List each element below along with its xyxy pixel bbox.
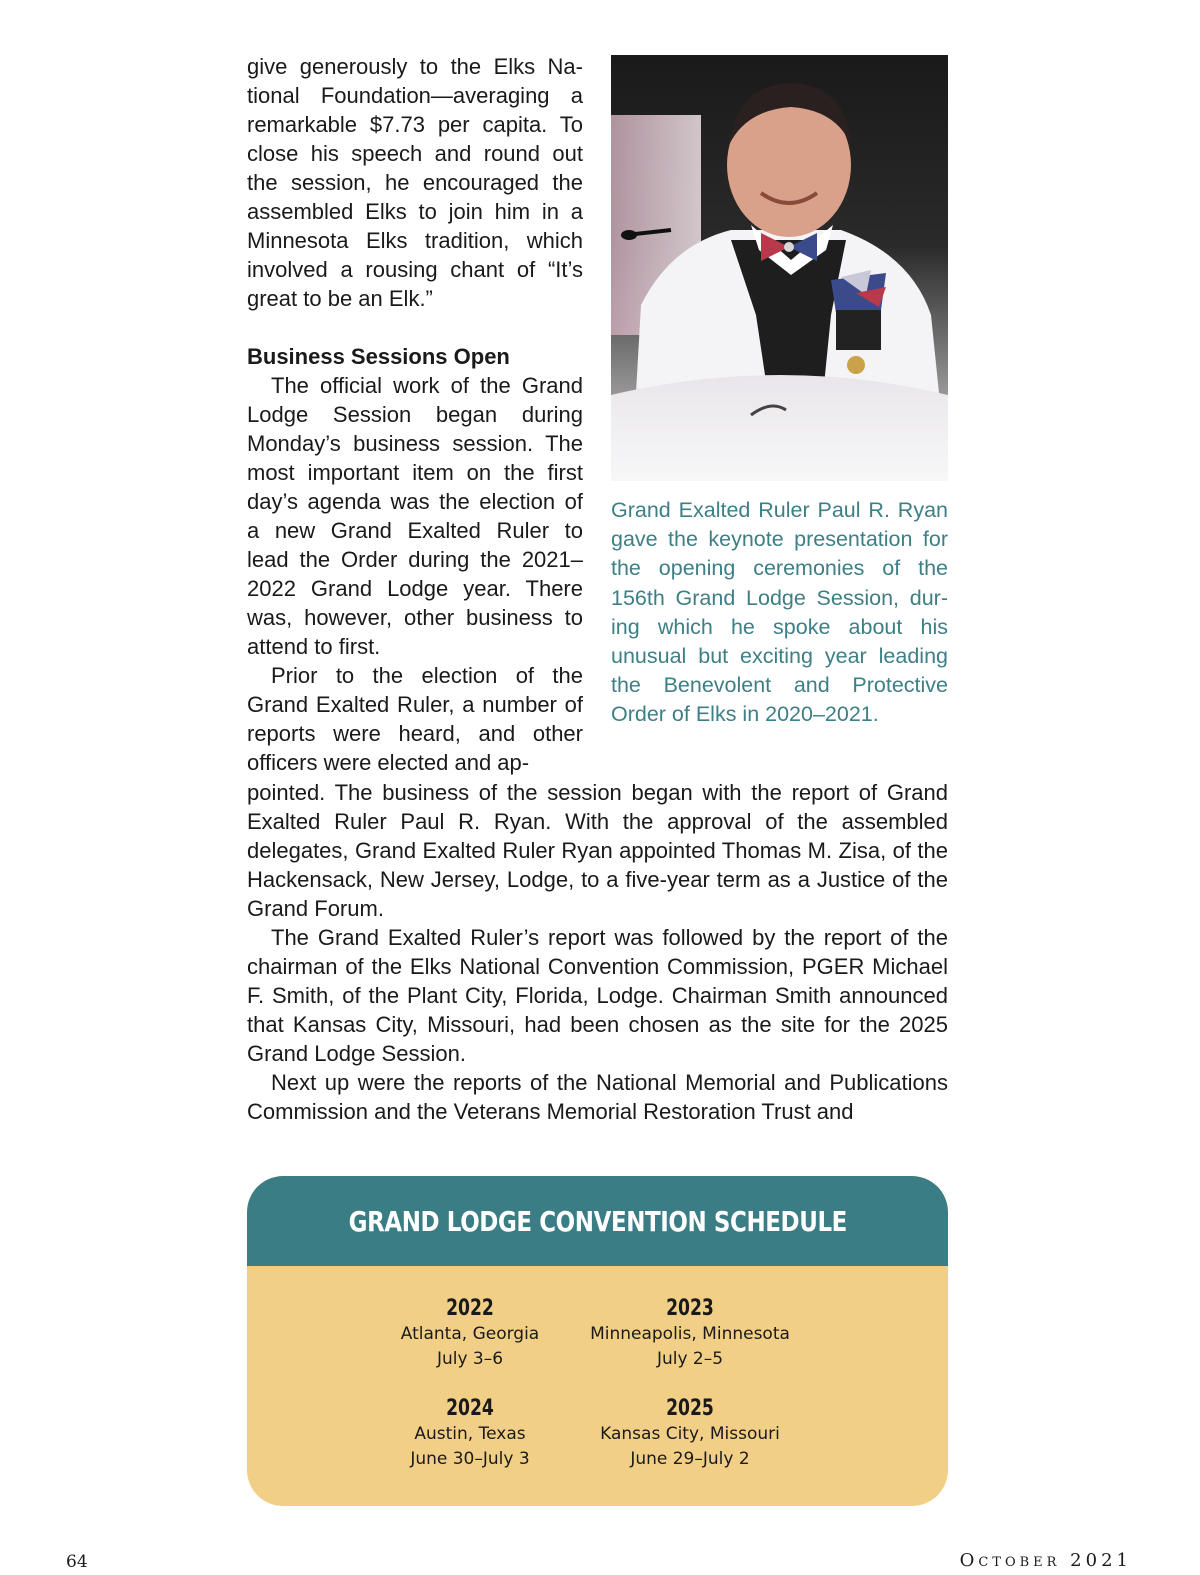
- schedule-entry-2023: [560, 1296, 820, 1372]
- article-paragraph: The Grand Exalted Ruler’s report was followed by the report of the chairman of the Elks National Convention Commission, PGER Michael F. Smith, of the Plant City, Florida, Lodge. Chairman Smith announced that Kansas City, Missouri, had been chosen as the site for the 2025 Grand Lodge Session.: [247, 925, 948, 1066]
- schedule-year: 2025: [666, 1396, 714, 1421]
- article-paragraph: Prior to the election of the Grand Exalted Ruler, a number of reports were heard, and other officers were elected and ap-: [247, 663, 583, 775]
- article-paragraph: The official work of the Grand Lodge Session began during Monday’s business session. The most important item on the first day’s agenda was the election of a new Grand Exalted Ruler to lead the Order during the 2021– 2022 Grand Lodge year. There was, however, other business to attend to first.: [247, 373, 583, 659]
- full-width-column: [247, 778, 948, 1126]
- schedule-dates: July 2–5: [656, 1349, 724, 1369]
- schedule-year: 2024: [446, 1396, 494, 1421]
- issue-date: October 2021: [959, 1550, 1132, 1571]
- schedule-city: Kansas City, Missouri: [600, 1424, 780, 1444]
- photo-caption: Grand Exalted Ruler Paul R. Ryan gave the keynote presentation for the opening ceremonies of the 156th Grand Lodge Session, during which he spoke about his unusual but exciting year leading the Benevolent and Protective Order of Elks in 2020–2021.: [611, 498, 948, 727]
- schedule-title: GRAND LODGE CONVENTION SCHEDULE: [348, 1204, 847, 1238]
- article-paragraph: Next up were the reports of the National Memorial and Publications Commission and the Veterans Memorial Restoration Trust and: [247, 1070, 948, 1124]
- schedule-header: [247, 1176, 948, 1266]
- page-number: 64: [66, 1552, 88, 1572]
- speaker-photo: [611, 55, 948, 481]
- schedule-dates: July 3–6: [436, 1349, 504, 1369]
- left-column: [247, 52, 583, 777]
- schedule-city: Austin, Texas: [414, 1424, 526, 1444]
- schedule-city: Atlanta, Georgia: [400, 1324, 540, 1344]
- schedule-year: 2023: [666, 1296, 714, 1321]
- schedule-dates: June 30–July 3: [410, 1449, 530, 1469]
- convention-schedule-box: [247, 1176, 948, 1506]
- schedule-dates: June 29–July 2: [630, 1449, 750, 1469]
- schedule-year: 2022: [446, 1296, 494, 1321]
- article-paragraph: pointed. The business of the session began with the report of Grand Exalted Ruler Paul R. Ryan. With the approval of the assembled delegates, Grand Exalted Ruler Ryan appointed Thomas M. Zisa, of the Hackensack, New Jersey, Lodge, to a five-year term as a Justice of the Grand Forum.: [247, 780, 948, 921]
- article-paragraph: give generously to the Elks National Foundation—averaging a remarkable $7.73 per capita. To close his speech and round out the session, he encouraged the assembled Elks to join him in a Minnesota Elks tradition, which involved a rousing chant of “It’s great to be an Elk.”: [247, 54, 583, 311]
- section-subhead: Business Sessions Open: [247, 344, 510, 369]
- schedule-city: Minneapolis, Minnesota: [590, 1324, 790, 1344]
- photo-illustration: [611, 55, 948, 481]
- schedule-entry-2025: [560, 1396, 820, 1472]
